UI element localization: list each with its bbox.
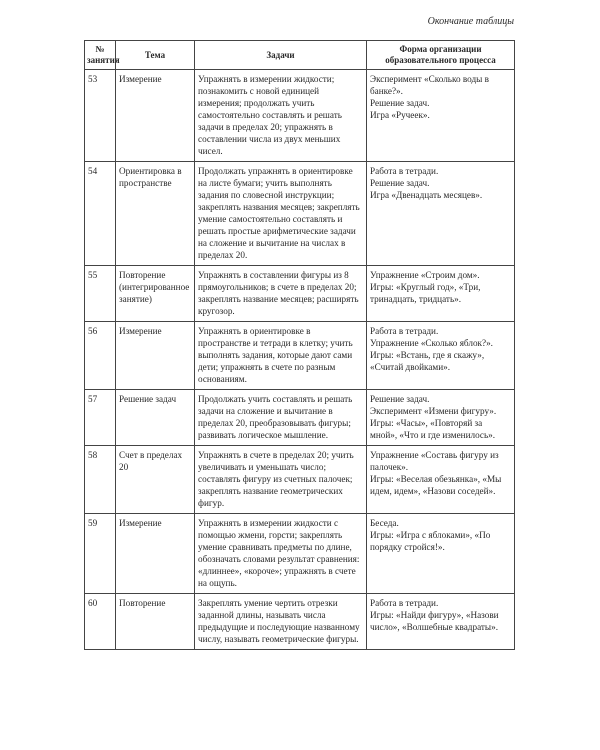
table-row xyxy=(85,514,515,594)
form-item: Решение задач. xyxy=(370,178,430,188)
topic-cell: Счет в пределах 20 xyxy=(116,446,195,514)
table-row xyxy=(85,162,515,266)
topic-cell: Измерение xyxy=(116,322,195,390)
tasks-cell: Продолжать учить составлять и решать задачи на сложение и вычитание в пределах 20, преобразовывать фигуры; развивать логическое мышление. xyxy=(195,390,367,446)
form-item: Решение задач. xyxy=(370,98,430,108)
tasks-cell: Упражнять в счете в пределах 20; учить увеличивать и уменьшать число; составлять фигуру из счетных палочек; закреплять название геометрических фигур. xyxy=(195,446,367,514)
tasks-cell: Закреплять умение чертить отрезки заданной длины, называть числа предыдущие и последующие названному числу, называть геометрические фигуры. xyxy=(195,594,367,650)
table-continuation-caption: Окончание таблицы xyxy=(427,16,514,27)
tasks-cell: Продолжать упражнять в ориентировке на листе бумаги; учить выполнять задания по словесной инструкции; закреплять названия месяцев; закреплять умение самостоятельно составлять и решать простые арифметические задачи на сложение и вычитание на числах в пределах 20. xyxy=(195,162,367,266)
table-header-row xyxy=(85,41,515,70)
tasks-cell: Упражнять в составлении фигуры из 8 прямоугольников; в счете в пределах 20; закреплять название месяцев; расширять кругозор. xyxy=(195,266,367,322)
form-item: Упражнение «Строим дом». xyxy=(370,270,480,280)
form-cell xyxy=(367,70,515,162)
table-body xyxy=(85,70,515,650)
form-cell xyxy=(367,162,515,266)
form-item: Упражнение «Составь фигуру из палочек». xyxy=(370,450,499,472)
table-row xyxy=(85,446,515,514)
table-row xyxy=(85,594,515,650)
topic-cell: Измерение xyxy=(116,70,195,162)
form-cell xyxy=(367,266,515,322)
lesson-number-cell: 55 xyxy=(85,266,116,322)
form-cell xyxy=(367,390,515,446)
topic-cell: Измерение xyxy=(116,514,195,594)
form-item: Игры: «Найди фигуру», «Назови число», «Волшебные квадраты». xyxy=(370,610,499,632)
header-form: Форма организации образовательного процесса xyxy=(367,41,515,70)
form-item: Работа в тетради. xyxy=(370,598,439,608)
topic-cell: Повторение xyxy=(116,594,195,650)
table-row xyxy=(85,322,515,390)
topic-cell: Повторение (интегрированное занятие) xyxy=(116,266,195,322)
lesson-number-cell: 57 xyxy=(85,390,116,446)
tasks-cell: Упражнять в ориентировке в пространстве и тетради в клетку; учить выполнять задания, которые дают сами дети; упражнять в счете по разным основаниям. xyxy=(195,322,367,390)
lesson-number-cell: 58 xyxy=(85,446,116,514)
lesson-number-cell: 60 xyxy=(85,594,116,650)
lesson-plan-table xyxy=(84,40,515,650)
form-cell xyxy=(367,446,515,514)
form-item: Беседа. xyxy=(370,518,399,528)
form-item: Эксперимент «Сколько воды в банке?». xyxy=(370,74,489,96)
topic-cell: Решение задач xyxy=(116,390,195,446)
form-cell xyxy=(367,514,515,594)
form-item: Эксперимент «Измени фигуру». xyxy=(370,406,497,416)
header-lesson-number: № занятия xyxy=(85,41,116,70)
header-tasks: Задачи xyxy=(195,41,367,70)
lesson-number-cell: 59 xyxy=(85,514,116,594)
lesson-number-cell: 56 xyxy=(85,322,116,390)
table-row xyxy=(85,70,515,162)
form-item: Игры: «Встань, где я скажу», «Считай двойками». xyxy=(370,350,485,372)
form-item: Игры: «Веселая обезьянка», «Мы идем, идем», «Назови соседей». xyxy=(370,474,502,496)
lesson-number-cell: 54 xyxy=(85,162,116,266)
form-cell xyxy=(367,594,515,650)
form-item: Упражнение «Сколько яблок?». xyxy=(370,338,493,348)
form-item: Работа в тетради. xyxy=(370,326,439,336)
header-topic: Тема xyxy=(116,41,195,70)
form-item: Игры: «Круглый год», «Три, тринадцать, тридцать». xyxy=(370,282,481,304)
form-cell xyxy=(367,322,515,390)
lesson-number-cell: 53 xyxy=(85,70,116,162)
form-item: Решение задач. xyxy=(370,394,430,404)
form-item: Игры: «Часы», «Повторяй за мной», «Что и где изменилось». xyxy=(370,418,496,440)
table-row xyxy=(85,266,515,322)
form-item: Работа в тетради. xyxy=(370,166,439,176)
form-item: Игра «Ручеек». xyxy=(370,110,430,120)
form-item: Игра «Двенадцать месяцев». xyxy=(370,190,483,200)
tasks-cell: Упражнять в измерении жидкости с помощью жмени, горсти; закреплять умение сравнивать предметы по длине, обозначать словами результат сравнения: «длиннее», «короче»; упражнять в счете на ощупь. xyxy=(195,514,367,594)
topic-cell: Ориентировка в пространстве xyxy=(116,162,195,266)
tasks-cell: Упражнять в измерении жидкости; познакомить с новой единицей измерения; продолжать учить самостоятельно составлять и решать задачи в пределах 20; упражнять в составлении числа из двух меньших чисел. xyxy=(195,70,367,162)
table-row xyxy=(85,390,515,446)
form-item: Игры: «Игра с яблоками», «По порядку стройся!». xyxy=(370,530,491,552)
